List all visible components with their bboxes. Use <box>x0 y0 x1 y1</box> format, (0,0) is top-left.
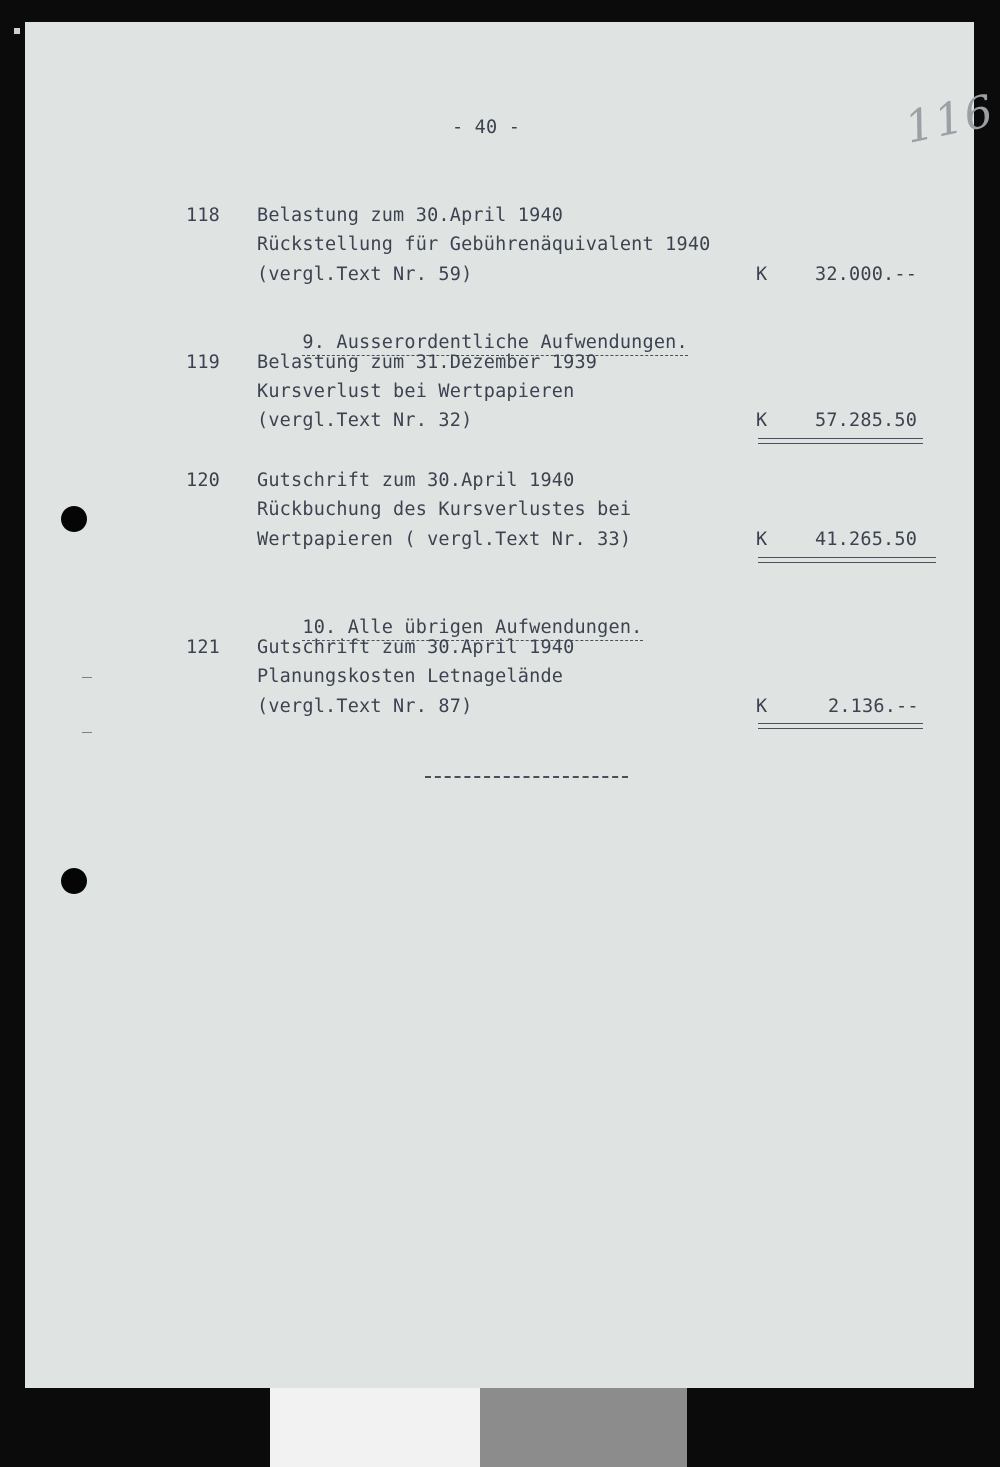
entry-line: Kursverlust bei Wertpapieren <box>257 381 575 402</box>
currency-code: K <box>756 264 768 285</box>
entry-amount: 41.265.50 <box>815 529 918 550</box>
entry-line: Gutschrift zum 30.April 1940 <box>257 637 575 658</box>
entry-amount: 32.000.-- <box>815 264 918 285</box>
entry-number: 121 <box>186 637 221 658</box>
total-double-rule <box>758 557 936 563</box>
currency-code: K <box>756 696 768 717</box>
entry-line: Belastung zum 31.Dezember 1939 <box>257 352 598 373</box>
scan-calibration-gray <box>480 1388 687 1467</box>
punch-hole <box>61 506 87 532</box>
entry-line: Gutschrift zum 30.April 1940 <box>257 470 575 491</box>
entry-amount: 57.285.50 <box>815 410 918 431</box>
entry-line: Belastung zum 30.April 1940 <box>257 205 564 226</box>
entry-line: (vergl.Text Nr. 32) <box>257 410 473 431</box>
currency-code: K <box>756 410 768 431</box>
margin-mark <box>82 732 92 733</box>
entry-number: 118 <box>186 205 221 226</box>
section-heading-text: 9. Ausserordentliche Aufwendungen. <box>302 332 688 356</box>
section-heading-text: 10. Alle übrigen Aufwendungen. <box>302 617 642 641</box>
page-number: - 40 - <box>452 117 521 138</box>
entry-line: Rückstellung für Gebührenäquivalent 1940 <box>257 234 711 255</box>
entry-number: 120 <box>186 470 221 491</box>
punch-hole <box>61 868 87 894</box>
scan-corner-mark <box>14 28 20 34</box>
closing-dash-rule <box>425 776 628 778</box>
entry-line: Planungskosten Letnagelände <box>257 666 564 687</box>
document-page <box>25 22 1000 1388</box>
entry-line: Rückbuchung des Kursverlustes bei <box>257 499 632 520</box>
margin-mark <box>82 677 92 678</box>
entry-number: 119 <box>186 352 221 373</box>
entry-line: (vergl.Text Nr. 87) <box>257 696 473 717</box>
entry-line: Wertpapieren ( vergl.Text Nr. 33) <box>257 529 632 550</box>
currency-code: K <box>756 529 768 550</box>
scan-calibration-white <box>270 1388 480 1467</box>
entry-line: (vergl.Text Nr. 59) <box>257 264 473 285</box>
total-double-rule <box>758 723 923 729</box>
entry-amount: 2.136.-- <box>828 696 919 717</box>
folio-number: 116 <box>900 85 1000 154</box>
total-double-rule <box>758 438 923 444</box>
